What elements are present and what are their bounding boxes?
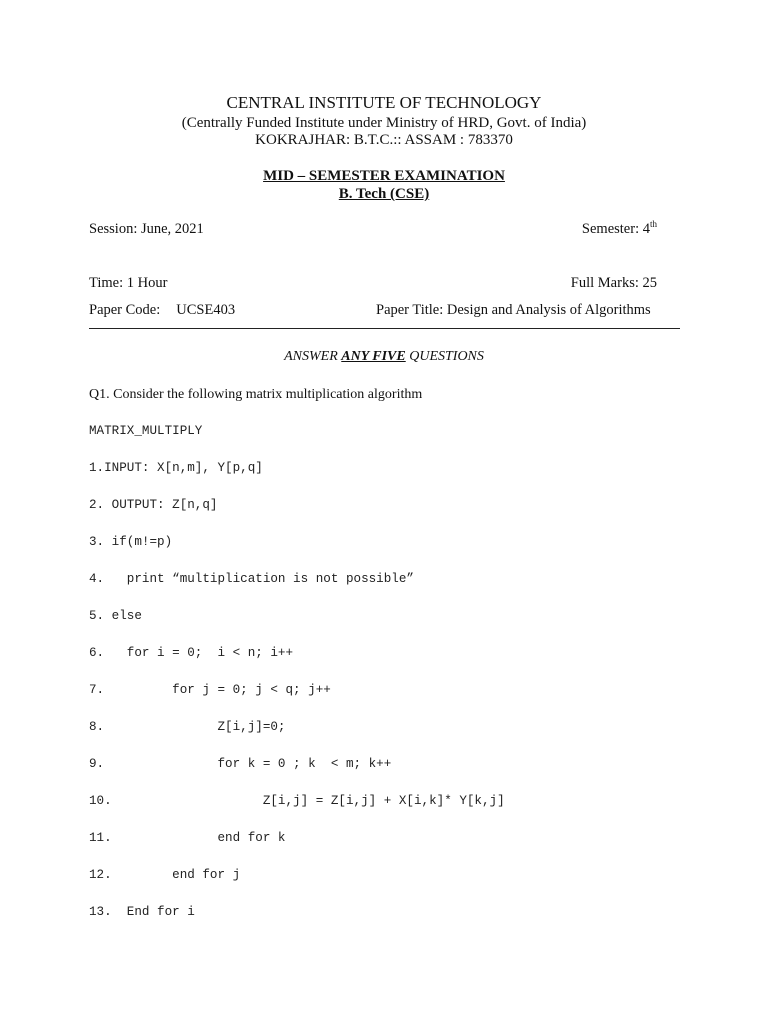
code-line: 7. for j = 0; j < q; j++ xyxy=(89,683,331,697)
session: Session: June, 2021 xyxy=(89,221,204,237)
code-line: 10. Z[i,j] = Z[i,j] + X[i,k]* Y[k,j] xyxy=(89,794,505,808)
full-marks: Full Marks: 25 xyxy=(570,275,657,291)
instruction-prefix: ANSWER xyxy=(284,349,342,364)
time: Time: 1 Hour xyxy=(89,275,168,291)
code-line: MATRIX_MULTIPLY xyxy=(89,424,203,438)
code-line: 5. else xyxy=(89,609,142,623)
exam-program-text: B. Tech (CSE) xyxy=(338,186,430,202)
code-line: 6. for i = 0; i < n; i++ xyxy=(89,646,294,660)
institute-address: KOKRAJHAR: B.T.C.:: ASSAM : 783370 xyxy=(255,132,513,148)
paper-code-value: UCSE403 xyxy=(176,302,236,318)
semester-suffix: th xyxy=(649,219,657,230)
institute-name: CENTRAL INSTITUTE OF TECHNOLOGY xyxy=(226,93,542,112)
semester-label: Semester: 4 xyxy=(581,221,650,237)
code-line: 4. print “multiplication is not possible” xyxy=(89,572,414,586)
paper-title: Paper Title: Design and Analysis of Algorithms xyxy=(376,302,651,318)
institute-subtitle: (Centrally Funded Institute under Ministry of HRD, Govt. of India) xyxy=(181,115,587,131)
header-divider xyxy=(89,328,680,329)
paper-row xyxy=(89,302,679,322)
time-row xyxy=(89,275,679,295)
exam-title-text: MID – SEMESTER EXAMINATION xyxy=(263,168,505,184)
code-line: 8. Z[i,j]=0; xyxy=(89,720,286,734)
session-row xyxy=(89,221,679,241)
semester xyxy=(582,221,657,238)
code-line: 13. End for i xyxy=(89,905,195,919)
code-line: 3. if(m!=p) xyxy=(89,535,173,549)
code-line: 1.INPUT: X[n,m], Y[p,q] xyxy=(89,461,263,475)
exam-program xyxy=(0,186,768,203)
instruction xyxy=(0,349,768,365)
instruction-emphasis: ANY FIVE xyxy=(341,349,406,364)
exam-title xyxy=(0,168,768,185)
code-line: 9. for k = 0 ; k < m; k++ xyxy=(89,757,392,771)
paper-code xyxy=(89,302,235,319)
code-line: 11. end for k xyxy=(89,831,286,845)
code-line: 12. end for j xyxy=(89,868,241,882)
question-1-prompt: Q1. Consider the following matrix multiplication algorithm xyxy=(89,387,423,402)
instruction-suffix: QUESTIONS xyxy=(405,349,484,364)
paper-code-label: Paper Code: xyxy=(89,302,161,318)
code-line: 2. OUTPUT: Z[n,q] xyxy=(89,498,218,512)
